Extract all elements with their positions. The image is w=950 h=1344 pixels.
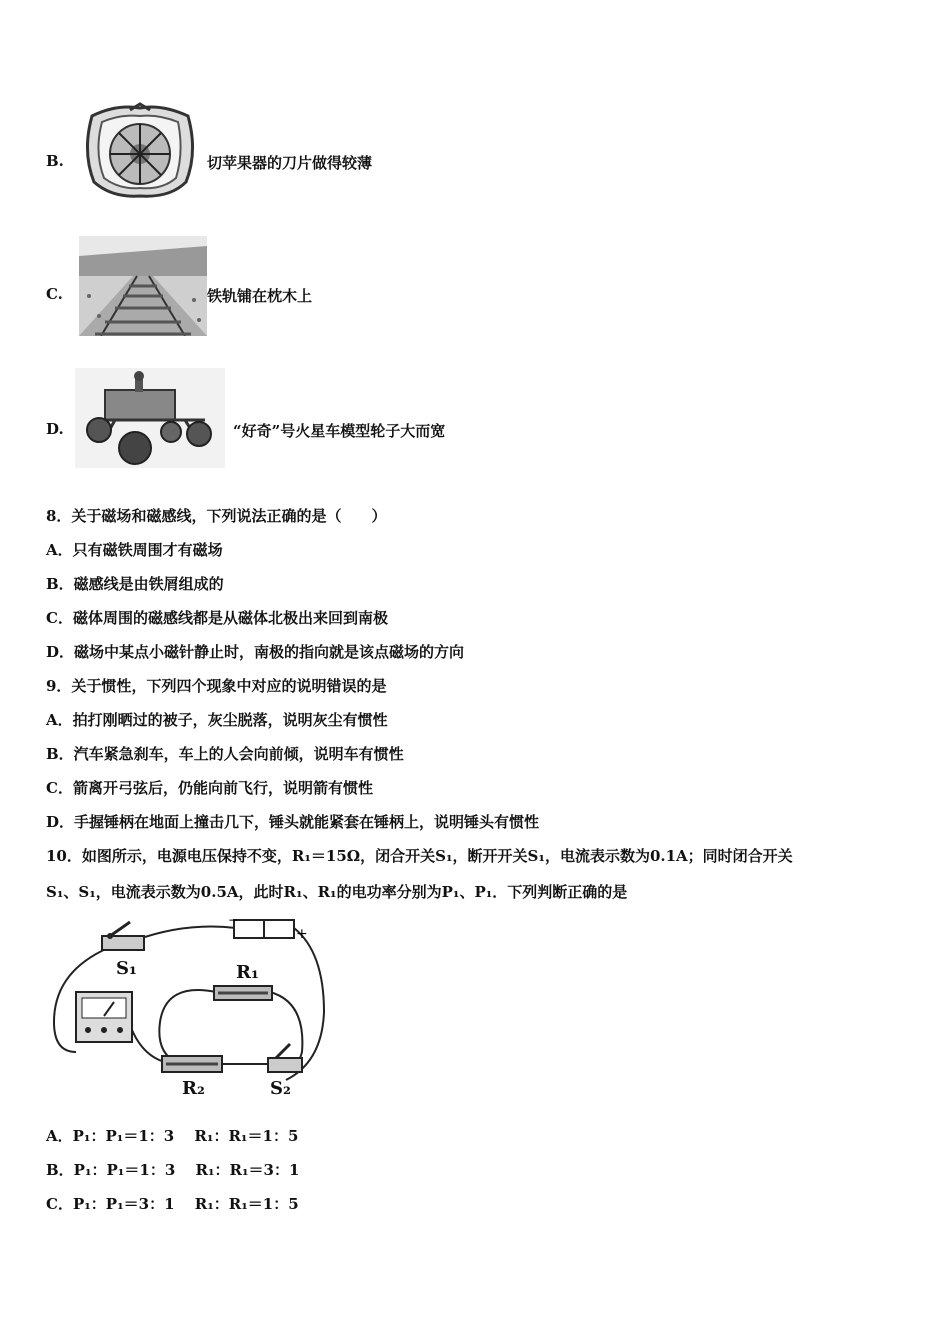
- question-8-stem: 8．关于磁场和磁感线，下列说法正确的是（ ）: [46, 507, 387, 525]
- circuit-diagram: [46, 912, 336, 1108]
- question-10-stem-line2: S₁、S₁，电流表示数为0.5A，此时R₁、R₁的电功率分别为P₁、P₁．下列判断正确的是: [46, 883, 628, 901]
- option-text: “好奇”号火星车模型轮子大而宽: [233, 422, 446, 440]
- switch-s1-icon: [102, 922, 144, 950]
- mars-rover-photo-icon: [75, 368, 225, 468]
- battery-icon: [228, 913, 308, 942]
- label-s1: S₁: [116, 958, 137, 979]
- question-8-option-c: C．磁体周围的磁感线都是从磁体北极出来回到南极: [46, 609, 388, 627]
- option-label: B.: [46, 152, 64, 170]
- question-9-option-a: A．拍打刚晒过的被子，灰尘脱落，说明灰尘有惯性: [46, 711, 388, 729]
- railway-track-photo-icon: [79, 236, 207, 336]
- question-10-option-a: A．P₁：P₁＝1：3 R₁：R₁＝1：5: [46, 1127, 299, 1145]
- option-label: C.: [46, 285, 63, 303]
- label-r2: R₂: [182, 1078, 205, 1099]
- switch-s2-icon: [268, 1044, 302, 1072]
- label-s2: S₂: [270, 1078, 291, 1099]
- question-9-stem: 9．关于惯性，下列四个现象中对应的说明错误的是: [46, 677, 387, 695]
- svg-text:−: −: [228, 913, 239, 927]
- resistor-r2-icon: [162, 1056, 222, 1072]
- apple-slicer-photo-icon: [72, 102, 207, 200]
- question-9-option-b: B．汽车紧急刹车，车上的人会向前倾，说明车有惯性: [46, 745, 404, 763]
- option-text: 切苹果器的刀片做得较薄: [207, 154, 373, 172]
- label-r1: R₁: [236, 962, 259, 983]
- question-9-option-d: D．手握锤柄在地面上撞击几下，锤头就能紧套在锤柄上，说明锤头有惯性: [46, 813, 540, 831]
- question-10-option-c: C．P₁：P₁＝3：1 R₁：R₁＝1：5: [46, 1195, 299, 1213]
- question-8-option-a: A．只有磁铁周围才有磁场: [46, 541, 223, 559]
- question-10-stem-line1: 10．如图所示，电源电压保持不变，R₁＝15Ω，闭合开关S₁，断开开关S₁，电流表示数为0.1A；同时闭合开关: [46, 847, 793, 865]
- question-8-option-d: D．磁场中某点小磁针静止时，南极的指向就是该点磁场的方向: [46, 643, 465, 661]
- option-text: 铁轨铺在枕木上: [207, 287, 313, 305]
- ammeter-icon: [76, 992, 132, 1042]
- svg-text:+: +: [296, 926, 308, 942]
- option-label: D.: [46, 420, 64, 438]
- question-9-option-c: C．箭离开弓弦后，仍能向前飞行，说明箭有惯性: [46, 779, 373, 797]
- resistor-r1-icon: [214, 986, 272, 1000]
- question-10-option-b: B．P₁：P₁＝1：3 R₁：R₁＝3：1: [46, 1161, 300, 1179]
- question-8-option-b: B．磁感线是由铁屑组成的: [46, 575, 224, 593]
